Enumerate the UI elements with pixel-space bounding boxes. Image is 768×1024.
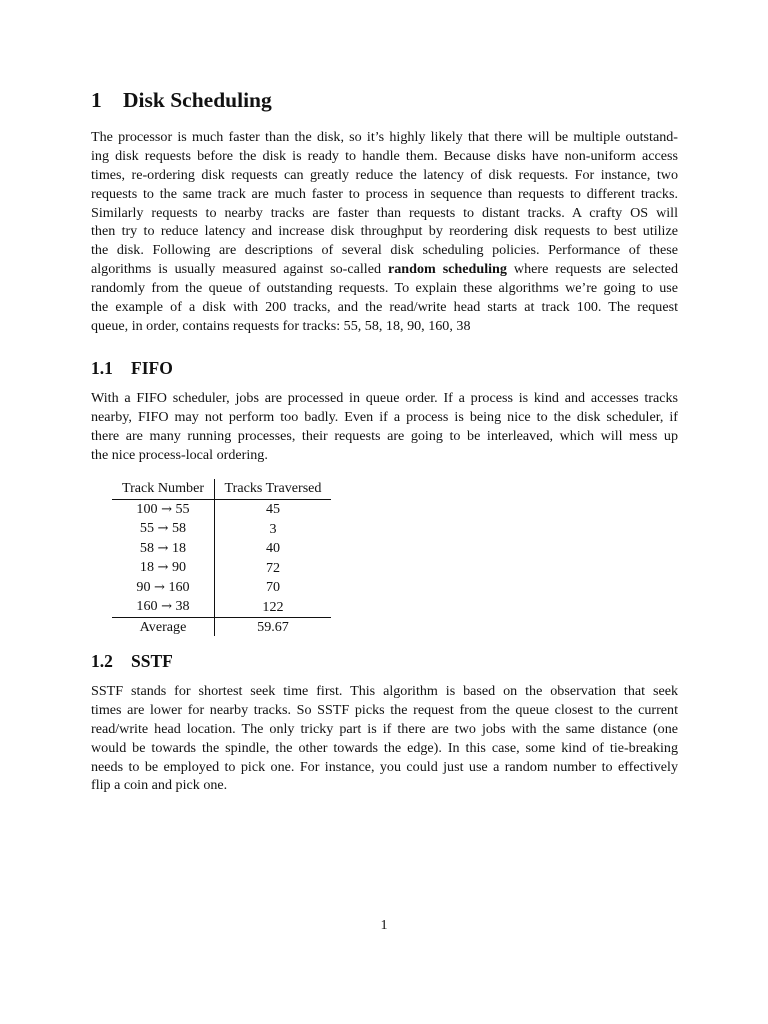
track-move-cell [112,578,215,598]
paragraph-line: needs to be employed to pick one. For instance, you could just use a random number to effectively [91,758,678,775]
to-track: 58 [171,520,187,536]
average-value-cell: 59.67 [215,617,332,636]
subsection-number: 1.2 [91,651,113,671]
paragraph-line: would be towards the spindle, the other towards the edge). In this case, some kind of tie-breaking [91,739,678,756]
paragraph-line: requests to the same track are much faster to process in sequence than requests to different tracks. [91,185,678,202]
paragraph-line: nearby, FIFO may not perform too badly. Even if a process is being nice to the disk scheduler, if [91,408,678,425]
paragraph-line: randomly from the queue of outstanding requests. To explain these algorithms we’re going to use [91,280,678,297]
paragraph-line: the example of a disk with 200 tracks, and the read/write head starts at track 100. The request [91,299,678,316]
sstf-paragraph [91,682,678,795]
track-move-cell [112,558,215,578]
subsection-heading-fifo [91,356,173,380]
traversed-cell: 70 [265,579,281,595]
to-track: 160 [168,578,190,595]
paragraph-line: read/write head location. The only tricky part is if there are two jobs with the same distance (one [91,720,678,737]
table-row [112,539,331,559]
intro-paragraph [91,128,678,336]
paragraph-line: times, re-ordering disk requests can greatly reduce the latency of disk requests. For instance, two [91,166,678,183]
track-move-cell [112,499,215,519]
section-title: Disk Scheduling [123,88,272,112]
to-track: 55 [175,500,190,517]
right-arrow-icon: → [157,560,169,575]
from-track: 90 [136,578,151,595]
table-row-average [112,617,331,636]
subsection-number: 1.1 [91,358,113,378]
paragraph-line: queue, in order, contains requests for tracks: 55, 58, 18, 90, 160, 38 [91,317,471,334]
from-track: 160 [136,598,158,614]
right-arrow-icon: → [161,501,172,517]
paragraph-line: times are lower for nearby tracks. So SSTF picks the request from the queue closest to the current [91,701,678,718]
fifo-table [112,479,331,636]
text-run: where requests are selected [506,261,678,278]
bold-term-random-scheduling: random scheduling [387,261,507,278]
paragraph-line: SSTF stands for shortest seek time first. This algorithm is based on the observation that seek [91,683,678,699]
table-row [112,558,331,578]
traversed-cell: 3 [269,520,277,537]
column-header-tracks-traversed: Tracks Traversed [215,479,332,499]
paragraph-line: the disk. Following are descriptions of several disk scheduling policies. Performance of these [91,242,678,259]
to-track: 38 [175,598,190,614]
page-number: 1 [380,917,388,933]
right-arrow-icon: → [157,540,169,556]
subsection-title: SSTF [131,651,173,671]
paragraph-line: With a FIFO scheduler, jobs are processed in queue order. If a process is kind and accesses tracks [91,390,678,406]
section-heading-disk-scheduling [91,86,272,114]
text-run: algorithms is usually measured against so-called [91,261,388,278]
track-move-cell [112,539,215,559]
table-row [112,519,331,539]
right-arrow-icon: → [161,599,172,614]
from-track: 55 [139,520,155,536]
table-row [112,499,331,519]
traversed-cell: 122 [262,598,284,615]
paragraph-line: then try to reduce latency and increase disk throughput by reordering disk requests to best utilize [91,223,678,240]
traversed-cell: 72 [265,559,281,576]
from-track: 100 [136,500,158,517]
to-track: 90 [171,559,187,575]
subsection-title: FIFO [131,358,173,378]
table-header-row [112,479,331,499]
subsection-heading-sstf [91,649,173,673]
track-move-cell [112,597,215,617]
traversed-cell: 40 [265,540,281,556]
paragraph-line: the nice process-local ordering. [91,446,268,463]
average-label-cell: Average [112,617,215,636]
section-number: 1 [91,88,102,112]
column-header-track-number: Track Number [112,479,215,499]
right-arrow-icon: → [154,579,165,595]
to-track: 18 [171,539,187,556]
fifo-paragraph [91,389,678,465]
paragraph-line: flip a coin and pick one. [91,777,228,794]
from-track: 58 [139,539,155,556]
from-track: 18 [139,559,155,575]
paragraph-line: The processor is much faster than the disk, so it’s highly likely that there will be multiple outstand- [91,129,678,145]
right-arrow-icon: → [157,521,169,536]
paragraph-line: ing disk requests before the disk is ready to handle them. Because disks have non-uniform access [91,147,678,164]
paragraph-line-with-bold [91,260,678,279]
table-row [112,597,331,617]
track-move-cell [112,519,215,539]
table-row [112,578,331,598]
paragraph-line: Similarly requests to nearby tracks are faster than requests to distant tracks. A crafty OS will [91,204,678,221]
traversed-cell: 45 [265,501,281,517]
paragraph-line: there are many running processes, their requests are going to be interleaved, which will mess up [91,427,678,444]
